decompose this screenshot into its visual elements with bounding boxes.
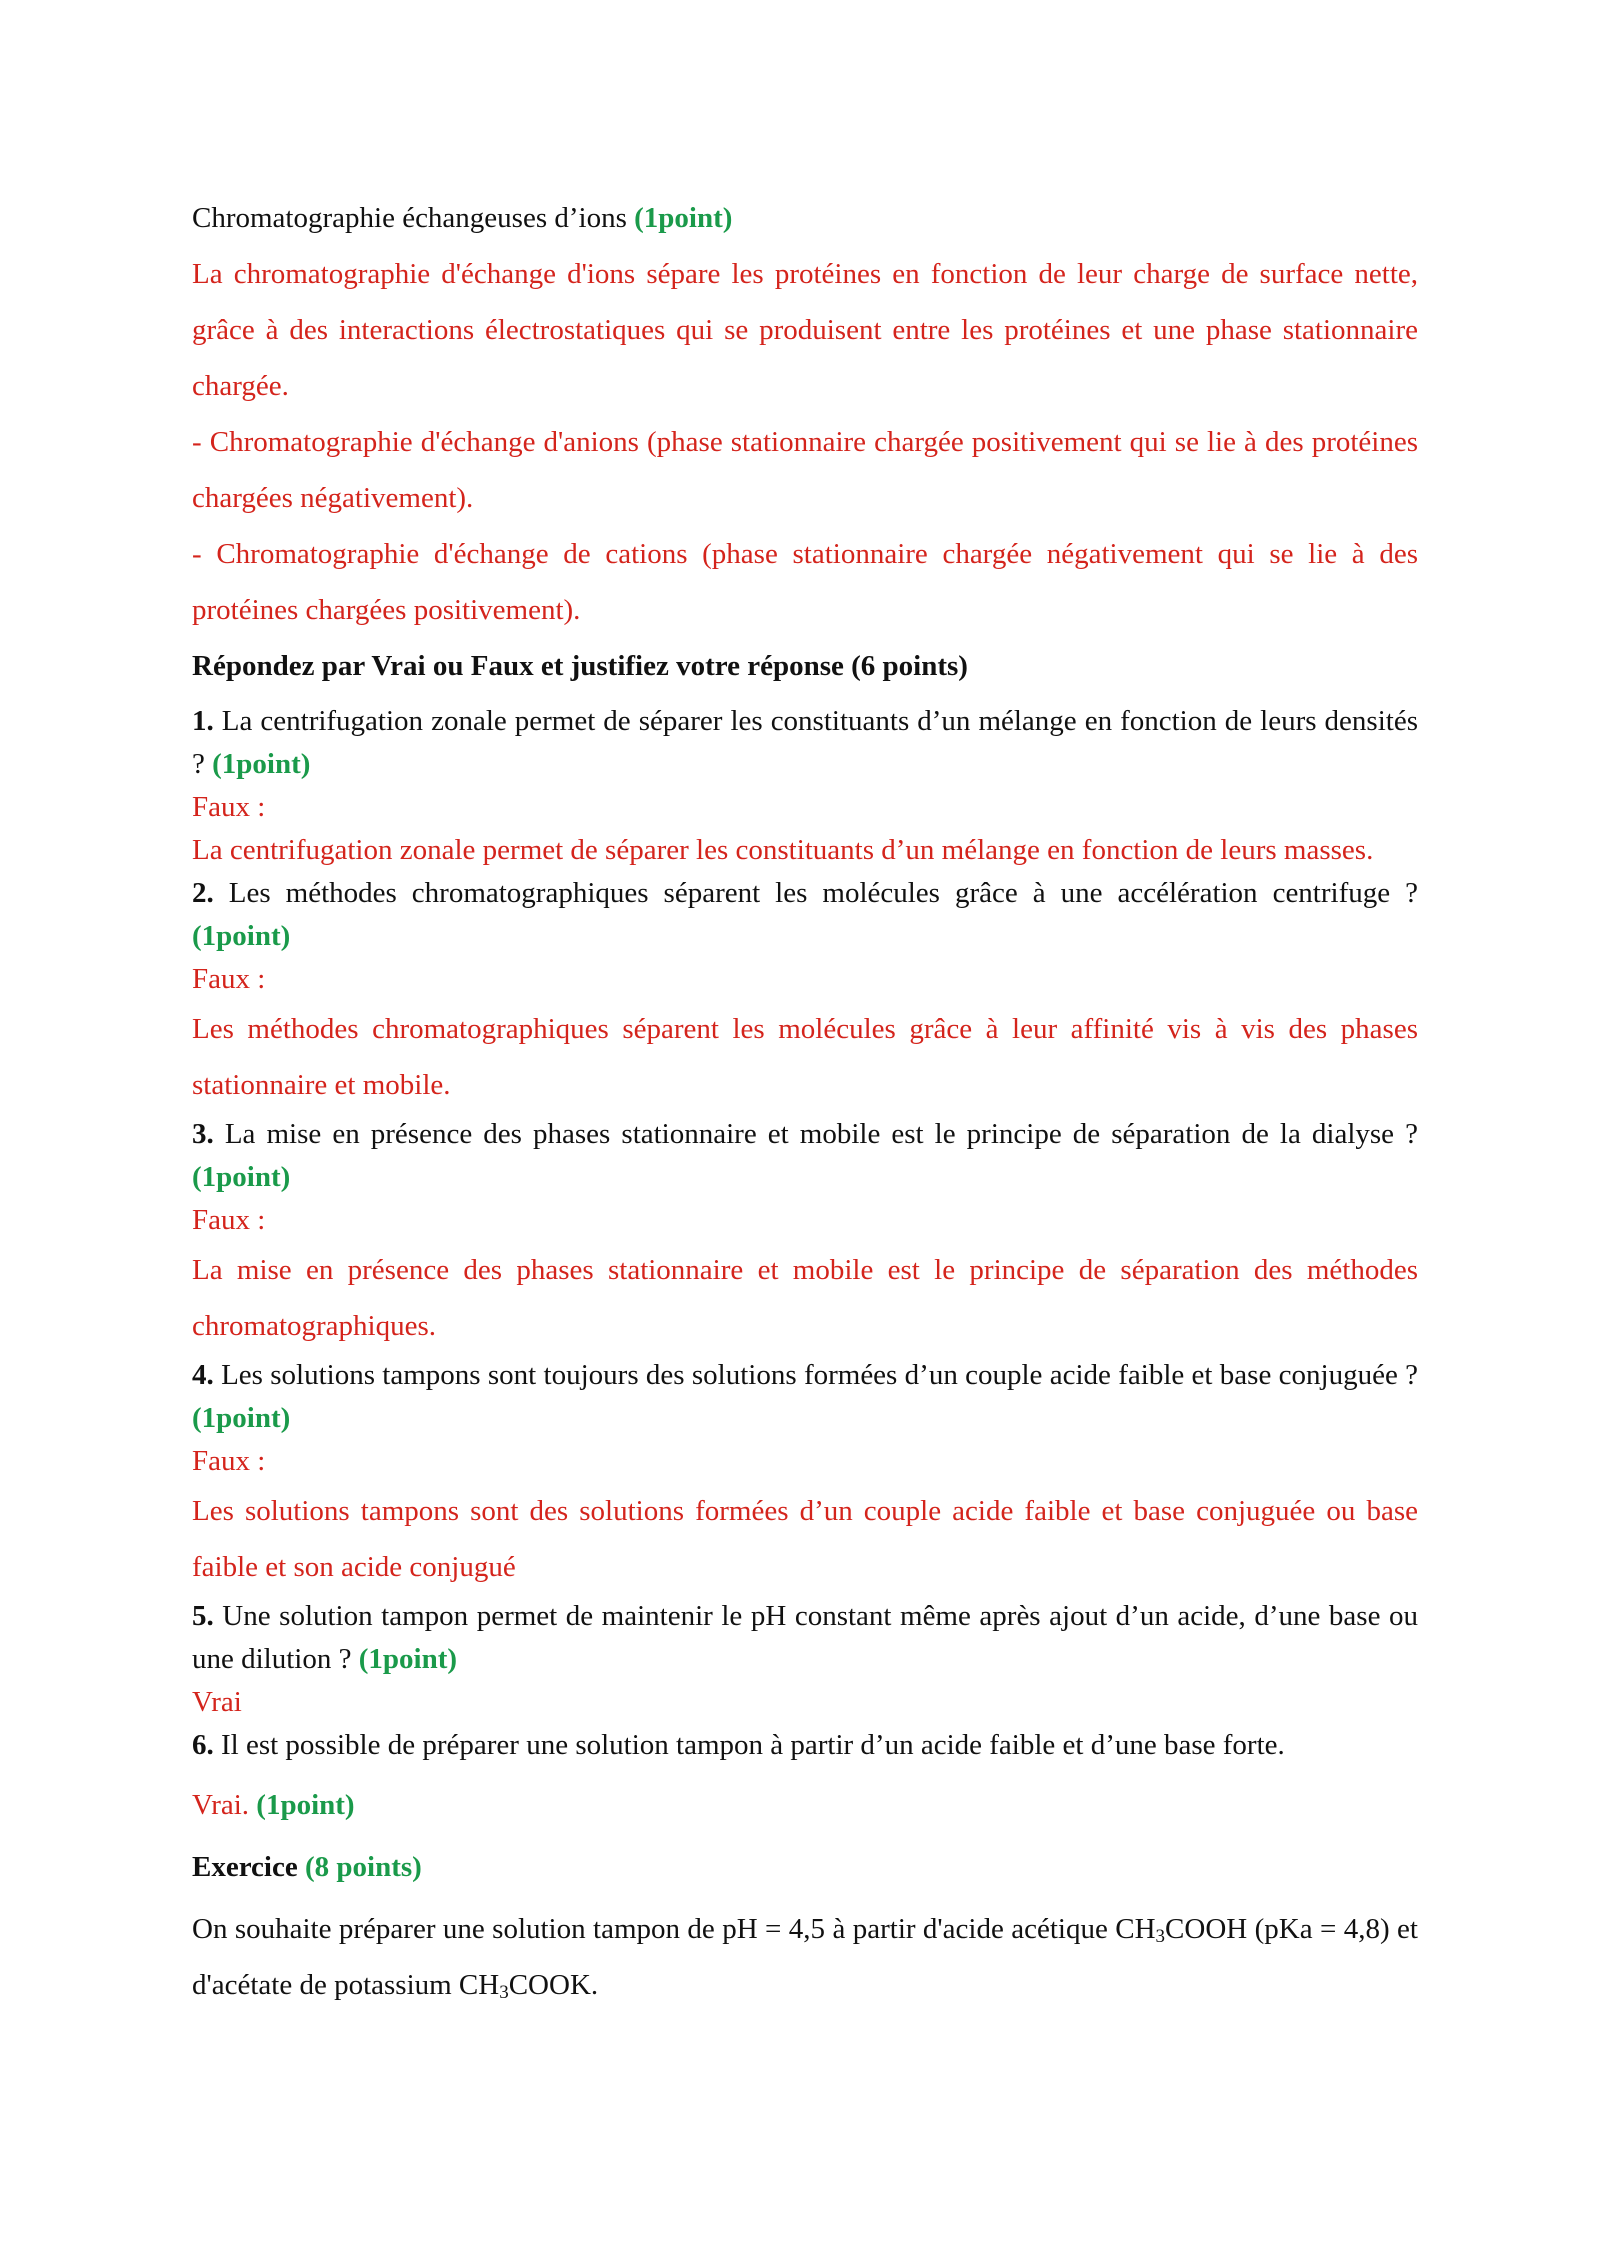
exercice-text-part: On souhaite préparer une solution tampon de pH = 4,5 à partir d'acide acétique CH	[192, 1913, 1156, 1945]
question-text: Une solution tampon permet de maintenir le pH constant même après ajout d’un acide, d’une base ou une dilution ?	[192, 1600, 1418, 1675]
points-badge: (8 points)	[304, 1851, 422, 1883]
points-badge: (1point)	[192, 1161, 291, 1193]
points-badge: (1point)	[212, 748, 311, 780]
question-5	[192, 1595, 1418, 1681]
subscript: 3	[1155, 1926, 1166, 1947]
points-badge: (1point)	[634, 202, 733, 234]
question-6	[192, 1724, 1418, 1767]
points-badge: (1point)	[256, 1789, 355, 1821]
answer-6	[192, 1777, 1418, 1833]
exercice-text-part: COOK.	[508, 1969, 599, 2001]
answer-text: Vrai.	[192, 1789, 250, 1821]
vrai-faux-heading: Répondez par Vrai ou Faux et justifiez votre réponse (6 points)	[192, 650, 968, 682]
question-number: 3.	[192, 1118, 214, 1150]
question-number: 4.	[192, 1359, 214, 1391]
question-text: La mise en présence des phases stationnaire et mobile est le principe de séparation de la dialyse ?	[213, 1118, 1418, 1150]
question-number: 2.	[192, 877, 214, 909]
answer-1: Faux :	[192, 791, 266, 823]
section-title-text: Chromatographie échangeuses d’ions	[192, 202, 627, 234]
answer-4: Faux :	[192, 1445, 266, 1477]
question-3	[192, 1113, 1418, 1199]
question-number: 6.	[192, 1729, 214, 1761]
justification-3: La mise en présence des phases stationnaire et mobile est le principe de séparation des méthodes chromatographiques.	[192, 1254, 1418, 1342]
question-4	[192, 1354, 1418, 1440]
points-badge: (1point)	[192, 1402, 291, 1434]
answer-3: Faux :	[192, 1204, 266, 1236]
exercice-text-part: COOH (pKa = 4,8) et d'acétate de potassium CH	[192, 1913, 1418, 2001]
answer-2: Faux :	[192, 963, 266, 995]
question-1	[192, 700, 1418, 786]
question-text: Les solutions tampons sont toujours des solutions formées d’un couple acide faible et base conjuguée ?	[213, 1359, 1418, 1391]
subscript: 3	[499, 1982, 509, 2003]
question-2	[192, 872, 1418, 958]
justification-4: Les solutions tampons sont des solutions formées d’un couple acide faible et base conjuguée ou base faible et son acide conjugué	[192, 1495, 1418, 1583]
exercice-statement	[192, 1901, 1418, 2013]
exercice-title: Exercice	[192, 1851, 298, 1883]
justification-2: Les méthodes chromatographiques séparent les molécules grâce à leur affinité vis à vis des phases stationnaire et mobile.	[192, 1013, 1418, 1101]
section-body: La chromatographie d'échange d'ions sépare les protéines en fonction de leur charge de surface nette, grâce à des interactions électrostatiques qui se produisent entre les protéines et une phase stationnaire chargée.	[192, 258, 1418, 402]
points-badge: (1point)	[192, 920, 291, 952]
points-badge: (1point)	[358, 1643, 458, 1675]
list-item-cation: - Chromatographie d'échange de cations (phase stationnaire chargée négativement qui se lie à des protéines chargées positivement).	[192, 538, 1418, 626]
question-number: 5.	[192, 1600, 214, 1632]
question-number: 1.	[192, 705, 214, 737]
section-title	[192, 190, 1418, 246]
page-content	[192, 190, 1418, 2013]
exercice-heading	[192, 1839, 1418, 1895]
question-text: Il est possible de préparer une solution tampon à partir d’un acide faible et d’une base forte.	[213, 1729, 1285, 1761]
list-item-anion: - Chromatographie d'échange d'anions (phase stationnaire chargée positivement qui se lie à des protéines chargées négativement).	[192, 426, 1418, 514]
justification-1: La centrifugation zonale permet de séparer les constituants d’un mélange en fonction de leurs masses.	[192, 834, 1374, 866]
question-text: Les méthodes chromatographiques séparent les molécules grâce à une accélération centrifuge ?	[213, 877, 1418, 909]
question-text: La centrifugation zonale permet de séparer les constituants d’un mélange en fonction de leurs densités ?	[192, 705, 1418, 780]
answer-5: Vrai	[192, 1686, 242, 1718]
